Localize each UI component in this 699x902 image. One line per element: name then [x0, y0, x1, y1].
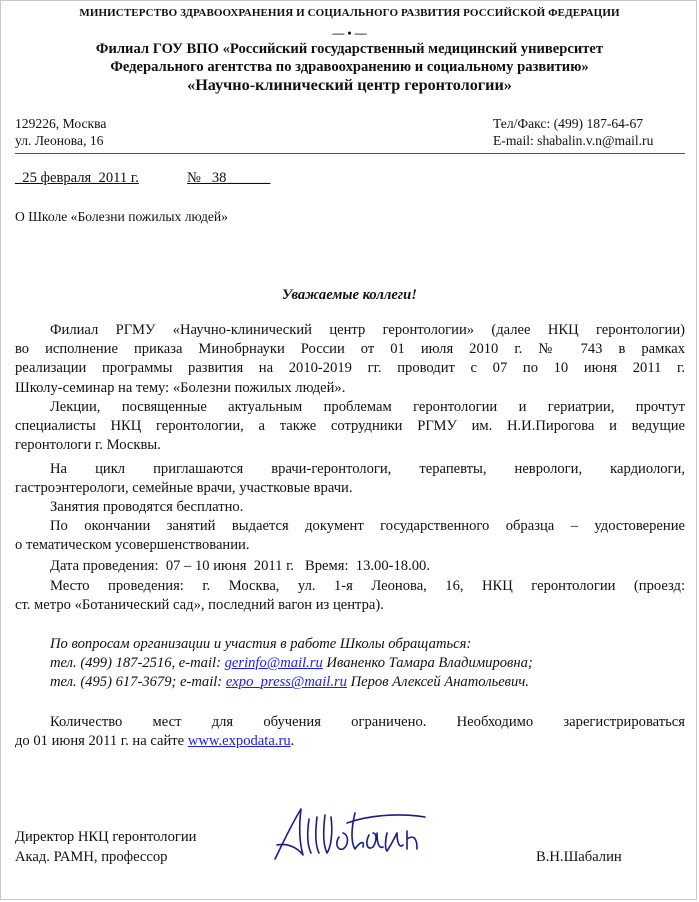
registration-text: до 01 июня 2011 г. на сайте	[15, 733, 188, 750]
handwritten-signature	[269, 803, 429, 863]
header-rule	[15, 153, 685, 154]
contact-person: Перов Алексей Анатольевич.	[346, 674, 529, 691]
signatory-name: В.Н.Шабалин	[536, 849, 622, 865]
paragraph-line: Филиал РГМУ «Научно-клинический центр геронтологии» (далее НКЦ геронтологии)	[50, 322, 685, 338]
postal-address: 129226, Москва	[15, 116, 107, 131]
contact-phone: тел. (495) 617-3679; e-mail:	[50, 674, 226, 691]
email-link-expo-press[interactable]: expo_press@mail.ru	[225, 674, 347, 691]
signatory-title: Директор НКЦ геронтологии	[15, 829, 197, 845]
contact-line	[15, 673, 685, 692]
paragraph-line: ст. метро «Ботанический сад», последний вагон из центра).	[15, 597, 384, 614]
contact-email: E-mail: shabalin.v.n@mail.ru	[493, 133, 654, 148]
paragraph-line: По окончании занятий выдается документ государственного образца – удостоверение	[50, 518, 685, 534]
contact-line	[15, 654, 685, 673]
org-name-line3: «Научно-клинический центр геронтологии»	[187, 76, 512, 94]
paragraph-line: На цикл приглашаются врачи-геронтологи, терапевты, неврологи, кардиологи,	[50, 461, 685, 477]
paragraph-registration	[15, 713, 685, 751]
registration-period: .	[290, 733, 295, 750]
paragraph-location	[15, 577, 685, 615]
paragraph-line: геронтологи г. Москвы.	[15, 437, 161, 454]
ministry-header: МИНИСТЕРСТВО ЗДРАВООХРАНЕНИЯ И СОЦИАЛЬНОГО РАЗВИТИЯ РОССИЙСКОЙ ФЕДЕРАЦИИ	[79, 7, 620, 19]
contact-phone: тел. (499) 187-2516, e-mail:	[50, 655, 225, 672]
street-address: ул. Леонова, 16	[15, 133, 104, 148]
paragraph-line: гастроэнтерологи, семейные врачи, участковые врачи.	[15, 480, 353, 497]
salutation: Уважаемые коллеги!	[282, 287, 417, 303]
website-link[interactable]: www.expodata.ru	[187, 733, 291, 750]
email-link-gerinfo[interactable]: gerinfo@mail.ru	[224, 655, 323, 672]
paragraph-line	[15, 732, 685, 751]
paragraph-lecturers	[15, 398, 685, 456]
paragraph-line: во исполнение приказа Минобрнауки России от 01 июля 2010 г. № 743 в рамках	[15, 341, 685, 358]
paragraph-date-time	[15, 557, 685, 576]
org-name-line1: Филиал ГОУ ВПО «Российский государственный медицинский университет	[95, 41, 604, 57]
contact-person: Иваненко Тамара Владимировна;	[322, 655, 533, 672]
letter-subject: О Школе «Болезни пожилых людей»	[15, 209, 228, 224]
paragraph-line: Дата проведения: 07 – 10 июня 2011 г. Время: 13.00-18.00.	[50, 558, 430, 574]
paragraph-intro	[15, 321, 685, 398]
paragraph-line: о тематическом усовершенствовании.	[15, 537, 250, 554]
paragraph-line: специалисты НКЦ геронтологии, а также сотрудники РГМУ им. Н.И.Пирогова и ведущие	[15, 418, 685, 435]
paragraph-line: реализации программы развития на 2010-2019 гг. проводит с 07 по 10 июня 2011 г.	[15, 360, 685, 377]
contacts-intro: По вопросам организации и участия в работе Школы обращаться:	[50, 636, 472, 652]
paragraph-line: Место проведения: г. Москва, ул. 1-я Леонова, 16, НКЦ геронтологии (проезд:	[50, 578, 685, 594]
paragraph-line: Количество мест для обучения ограничено. Необходимо зарегистрироваться	[50, 714, 685, 730]
contacts-block	[15, 635, 685, 693]
header-divider: — • —	[332, 26, 367, 40]
org-name-line2: Федерального агентства по здравоохранению и социальному развитию»	[110, 59, 589, 75]
signatory-rank: Акад. РАМН, профессор	[15, 849, 168, 865]
paragraph-free	[15, 498, 685, 517]
paragraph-line: Лекции, посвященные актуальным проблемам геронтологии и гериатрии, прочтут	[50, 399, 685, 415]
paragraph-line: Занятия проводятся бесплатно.	[50, 499, 244, 515]
phone-fax: Тел/Факс: (499) 187-64-67	[493, 116, 644, 131]
letter-date: _25 февраля_2011 г.	[15, 170, 139, 186]
letter-number: № _38______	[187, 170, 271, 186]
paragraph-line: Школу-семинар на тему: «Болезни пожилых людей».	[15, 379, 346, 396]
paragraph-audience	[15, 460, 685, 498]
paragraph-certificate	[15, 517, 685, 555]
